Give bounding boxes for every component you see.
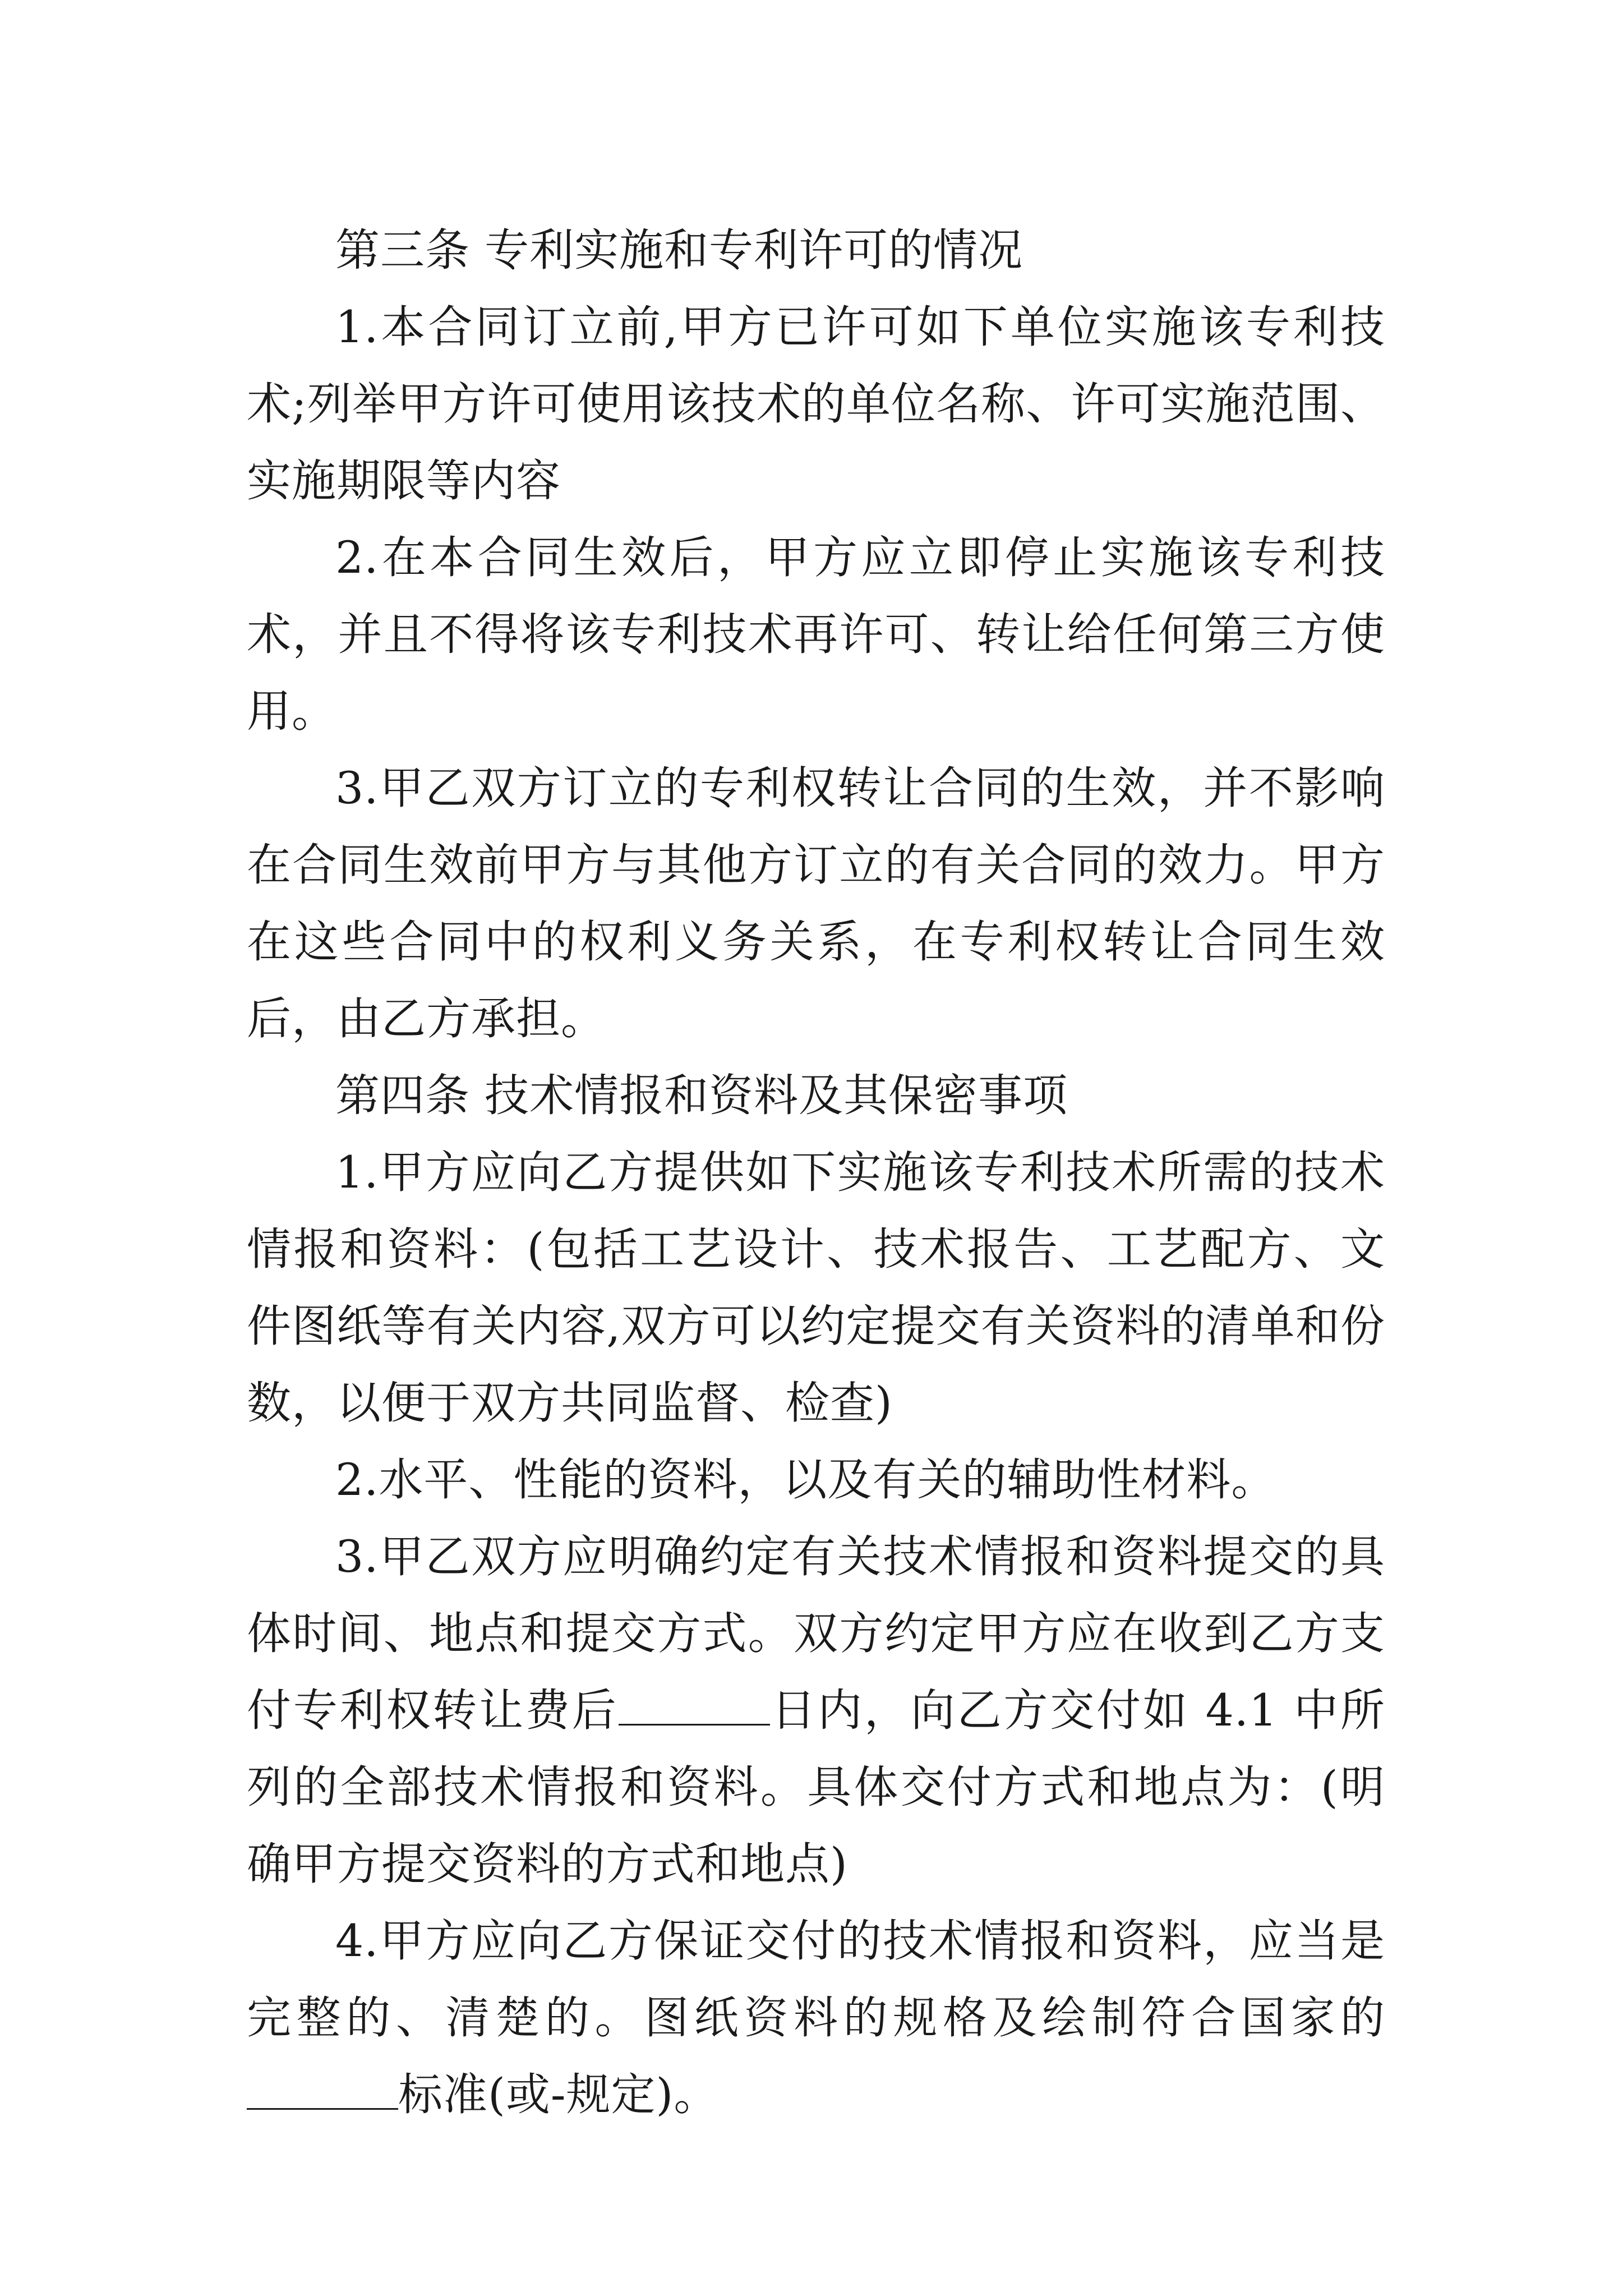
article-4-paragraph-2: 2.水平、性能的资料，以及有关的辅助性材料。 <box>335 1454 1276 1506</box>
paragraph-4-text-after: 标准(或-规定)。 <box>398 2069 719 2120</box>
article-3-title: 第三条 专利实施和专利许可的情况 <box>335 224 1023 276</box>
paragraph-4-text-before: 4.甲方应向乙方保证交付的技术情报和资料，应当是完整的、清楚的。图纸资料的规格及绘制符合国家的 <box>247 1915 1385 2044</box>
paragraph-3-text-before: 3.甲乙双方应明确约定有关技术情报和资料提交的具体时间、地点和提交方式。双方约定甲方应在收到乙方支付专利权转让费后 <box>247 1531 1385 1736</box>
article-3-paragraph-2: 2.在本合同生效后，甲方应立即停止实施该专利技术，并且不得将该专利技术再许可、转让给任何第三方使用。 <box>247 532 1385 737</box>
paragraph-3-text-after: 日内，向乙方交付如 4.1 中所列的全部技术情报和资料。具体交付方式和地点为：(明确甲方提交资料的方式和地点) <box>247 1685 1385 1890</box>
days-blank-line <box>619 1690 770 1726</box>
article-3-paragraph-3: 3.甲乙双方订立的专利权转让合同的生效，并不影响在合同生效前甲方与其他方订立的有关合同的效力。甲方在这些合同中的权利义务关系，在专利权转让合同生效后，由乙方承担。 <box>247 762 1385 1045</box>
article-4-paragraph-1: 1.甲方应向乙方提供如下实施该专利技术所需的技术情报和资料：(包括工艺设计、技术报告、工艺配方、文件图纸等有关内容,双方可以约定提交有关资料的清单和份数，以便于双方共同监督、检查) <box>247 1147 1385 1429</box>
document-page <box>247 212 1385 2133</box>
article-3-paragraph-1: 1.本合同订立前,甲方已许可如下单位实施该专利技术;列举甲方许可使用该技术的单位名称、许可实施范围、实施期限等内容 <box>247 301 1385 507</box>
article-4-paragraph-3 <box>247 1519 1385 1903</box>
article-4-title: 第四条 技术情报和资料及其保密事项 <box>335 1070 1068 1121</box>
article-4-paragraph-4 <box>247 1903 1385 2133</box>
standard-blank-line <box>247 2074 398 2110</box>
